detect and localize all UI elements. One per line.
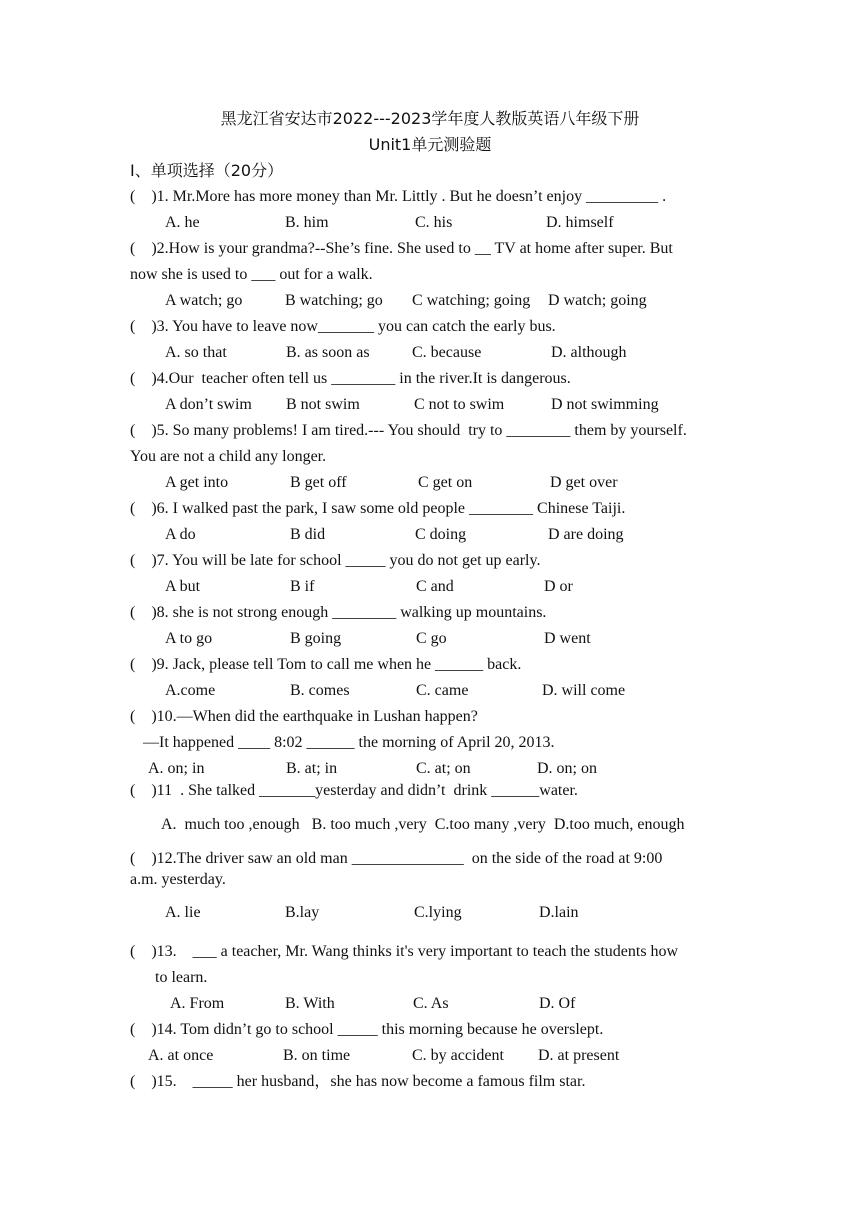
option-d: D not swimming — [551, 396, 659, 413]
option-d: D. at present — [538, 1047, 620, 1064]
question-13-stem-cont: to learn. — [155, 969, 208, 986]
question-5-stem: ( )5. So many problems! I am tired.--- You should try to ________ them by yourself. — [130, 422, 687, 439]
question-2-stem: ( )2.How is your grandma?--She’s fine. She used to __ TV at home after super. But — [130, 240, 673, 257]
option-d: D went — [544, 630, 591, 647]
question-11-stem: ( )11 . She talked _______yesterday and didn’t drink ______water. — [130, 782, 578, 799]
option-c: C go — [416, 630, 447, 647]
question-12-stem: ( )12.The driver saw an old man ______________ on the side of the road at 9:00 — [130, 850, 663, 867]
options-line: A. much too ,enough B. too much ,very C.too many ,very D.too much, enough — [161, 816, 685, 833]
question-8-stem: ( )8. she is not strong enough ________ walking up mountains. — [130, 604, 547, 621]
option-a: A. at once — [148, 1047, 214, 1064]
option-a: A to go — [165, 630, 213, 647]
option-c: C.lying — [414, 904, 462, 921]
option-b: B get off — [290, 474, 347, 491]
question-1-stem: ( )1. Mr.More has more money than Mr. Littly . But he doesn’t enjoy _________ . — [130, 188, 667, 205]
option-a: A do — [165, 526, 196, 543]
option-c: C. at; on — [416, 760, 471, 777]
option-c: C. because — [412, 344, 482, 361]
option-a: A get into — [165, 474, 229, 491]
option-c: C and — [416, 578, 454, 595]
question-5-stem-cont: You are not a child any longer. — [130, 448, 327, 465]
option-a: A. he — [165, 214, 200, 231]
option-b: B not swim — [286, 396, 360, 413]
option-c: C not to swim — [414, 396, 505, 413]
option-b: B did — [290, 526, 326, 543]
question-14-stem: ( )14. Tom didn’t go to school _____ this morning because he overslept. — [130, 1021, 604, 1038]
question-9-stem: ( )9. Jack, please tell Tom to call me when he ______ back. — [130, 656, 522, 673]
option-a: A. From — [170, 995, 225, 1012]
question-3-stem: ( )3. You have to leave now_______ you can catch the early bus. — [130, 318, 556, 335]
option-b: B.lay — [285, 904, 320, 921]
option-c: C. As — [413, 995, 449, 1012]
option-d: D or — [544, 578, 573, 595]
option-b: B. at; in — [286, 760, 338, 777]
option-d: D. himself — [546, 214, 614, 231]
option-c: C watching; going — [412, 292, 531, 309]
option-b: B going — [290, 630, 342, 647]
option-a: A watch; go — [165, 292, 243, 309]
question-13-stem: ( )13. ___ a teacher, Mr. Wang thinks it's very important to teach the students how — [130, 943, 679, 960]
option-b: B. as soon as — [286, 344, 370, 361]
option-d: D. will come — [542, 682, 626, 699]
option-b: B. on time — [283, 1047, 351, 1064]
question-10-stem-cont: —It happened ____ 8:02 ______ the morning of April 20, 2013. — [143, 734, 555, 751]
option-a: A. lie — [165, 904, 201, 921]
question-10-stem: ( )10.—When did the earthquake in Lushan happen? — [130, 708, 478, 725]
question-12-stem-cont: a.m. yesterday. — [130, 871, 226, 888]
option-c: C get on — [418, 474, 473, 491]
question-15-stem: ( )15. _____ her husband，she has now become a famous film star. — [130, 1073, 586, 1090]
section-heading: I、单项选择（20分） — [130, 161, 284, 180]
exam-title: 黑龙江省安达市2022---2023学年度人教版英语八年级下册 — [220, 109, 640, 128]
option-d: D are doing — [548, 526, 624, 543]
option-a: A. on; in — [148, 760, 205, 777]
option-c: C. his — [415, 214, 453, 231]
option-b: B. With — [285, 995, 335, 1012]
option-c: C doing — [415, 526, 467, 543]
option-d: D get over — [550, 474, 618, 491]
question-4-stem: ( )4.Our teacher often tell us ________ in the river.It is dangerous. — [130, 370, 571, 387]
option-c: C. came — [416, 682, 469, 699]
question-2-stem-cont: now she is used to ___ out for a walk. — [130, 266, 373, 283]
option-b: B watching; go — [285, 292, 383, 309]
option-c: C. by accident — [412, 1047, 504, 1064]
option-d: D. Of — [539, 995, 576, 1012]
option-a: A but — [165, 578, 201, 595]
option-d: D. although — [551, 344, 627, 361]
question-6-stem: ( )6. I walked past the park, I saw some old people ________ Chinese Taiji. — [130, 500, 626, 517]
option-b: B. him — [285, 214, 329, 231]
option-d: D. on; on — [537, 760, 597, 777]
option-d: D.lain — [539, 904, 579, 921]
option-a: A.come — [165, 682, 216, 699]
option-b: B if — [290, 578, 315, 595]
option-b: B. comes — [290, 682, 350, 699]
question-7-stem: ( )7. You will be late for school _____ you do not get up early. — [130, 552, 541, 569]
option-a: A don’t swim — [165, 396, 252, 413]
exam-subtitle: Unit1单元测验题 — [368, 135, 492, 154]
option-a: A. so that — [165, 344, 227, 361]
option-d: D watch; going — [548, 292, 647, 309]
